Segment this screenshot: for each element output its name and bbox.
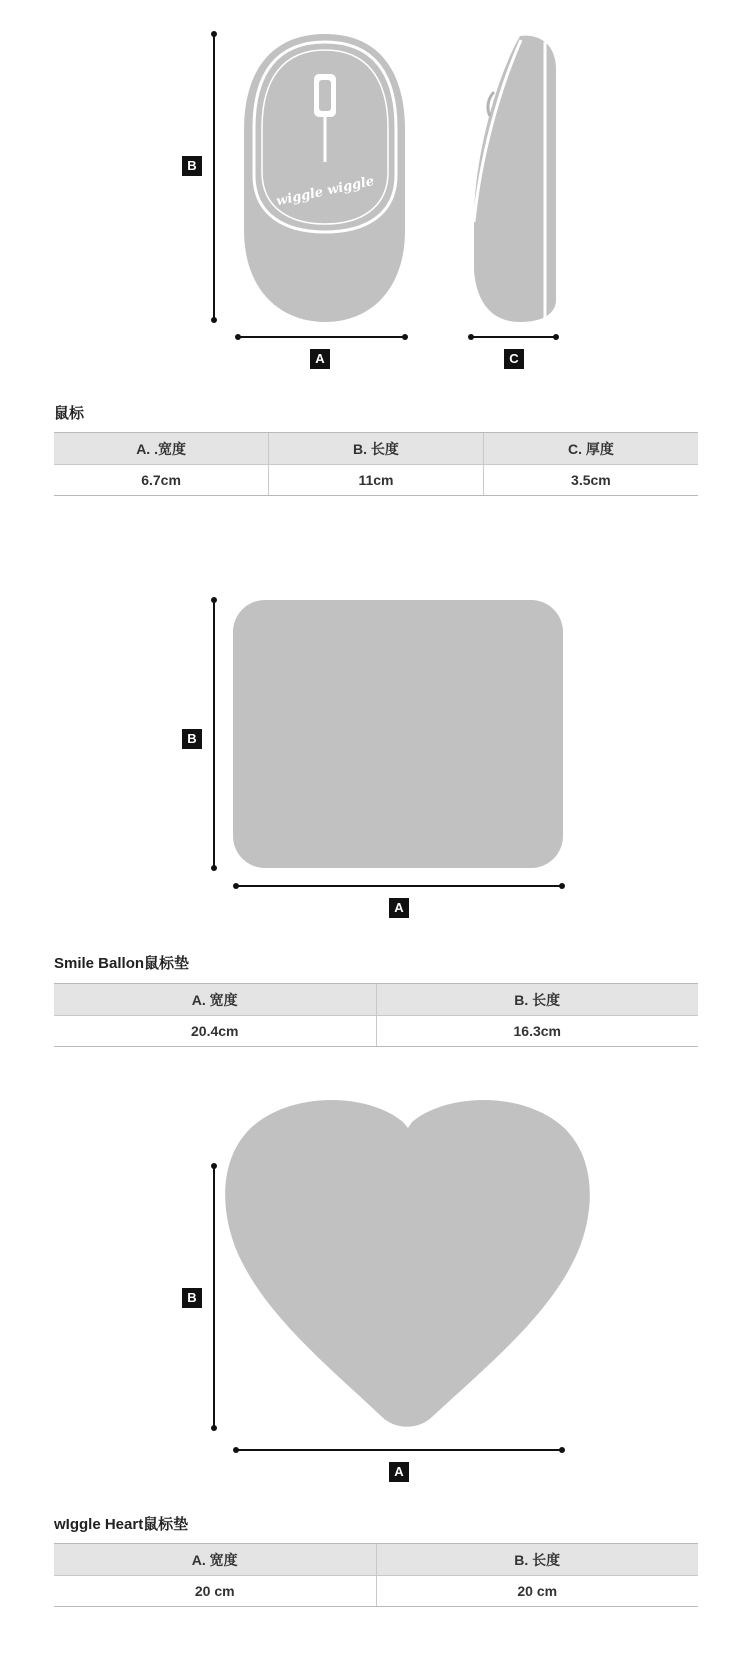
- value-length: 11cm: [269, 465, 484, 496]
- dimension-a-label: A: [389, 1462, 409, 1482]
- value-width: 20.4cm: [54, 1016, 376, 1047]
- header-thickness: C. 厚度: [483, 433, 698, 465]
- value-width: 20 cm: [54, 1576, 376, 1607]
- mouse-spec-table: [54, 432, 698, 496]
- square-pad-diagram: [0, 590, 750, 930]
- mouse-diagram: [0, 0, 750, 380]
- square-pad-section-title: Smile Ballon鼠标垫: [54, 955, 190, 972]
- table-row: [54, 465, 698, 496]
- heart-pad-section-title: wIggle Heart鼠标垫: [54, 1516, 189, 1533]
- heart-pad-spec-table: [54, 1543, 698, 1607]
- header-length: B. 长度: [376, 1544, 698, 1576]
- header-width: A. 宽度: [54, 984, 376, 1016]
- table-row: [54, 1576, 698, 1607]
- dimension-a-label: A: [389, 898, 409, 918]
- mouse-drawing: [0, 0, 750, 380]
- value-length: 20 cm: [376, 1576, 698, 1607]
- dimension-b-label: B: [182, 156, 202, 176]
- value-length: 16.3cm: [376, 1016, 698, 1047]
- dimension-b-label: B: [182, 729, 202, 749]
- header-width: A. .宽度: [54, 433, 269, 465]
- dimension-c-label: C: [504, 349, 524, 369]
- table-header-row: [54, 1544, 698, 1576]
- dimension-a-label: A: [310, 349, 330, 369]
- square-pad-drawing: [0, 590, 750, 930]
- wiggle-logo: wiggle wiggle: [275, 173, 376, 210]
- dimension-b-label: B: [182, 1288, 202, 1308]
- header-width: A. 宽度: [54, 1544, 376, 1576]
- square-pad-spec-table: [54, 983, 698, 1047]
- value-thickness: 3.5cm: [483, 465, 698, 496]
- header-length: B. 长度: [376, 984, 698, 1016]
- square-pad-shape: [233, 600, 563, 868]
- header-length: B. 长度: [269, 433, 484, 465]
- heart-pad-diagram: [0, 1100, 750, 1490]
- table-row: [54, 1016, 698, 1047]
- mouse-section-title: 鼠标: [54, 405, 85, 422]
- heart-pad-shape: [225, 1100, 590, 1427]
- heart-pad-drawing: [0, 1100, 750, 1490]
- table-header-row: [54, 984, 698, 1016]
- table-header-row: [54, 433, 698, 465]
- value-width: 6.7cm: [54, 465, 269, 496]
